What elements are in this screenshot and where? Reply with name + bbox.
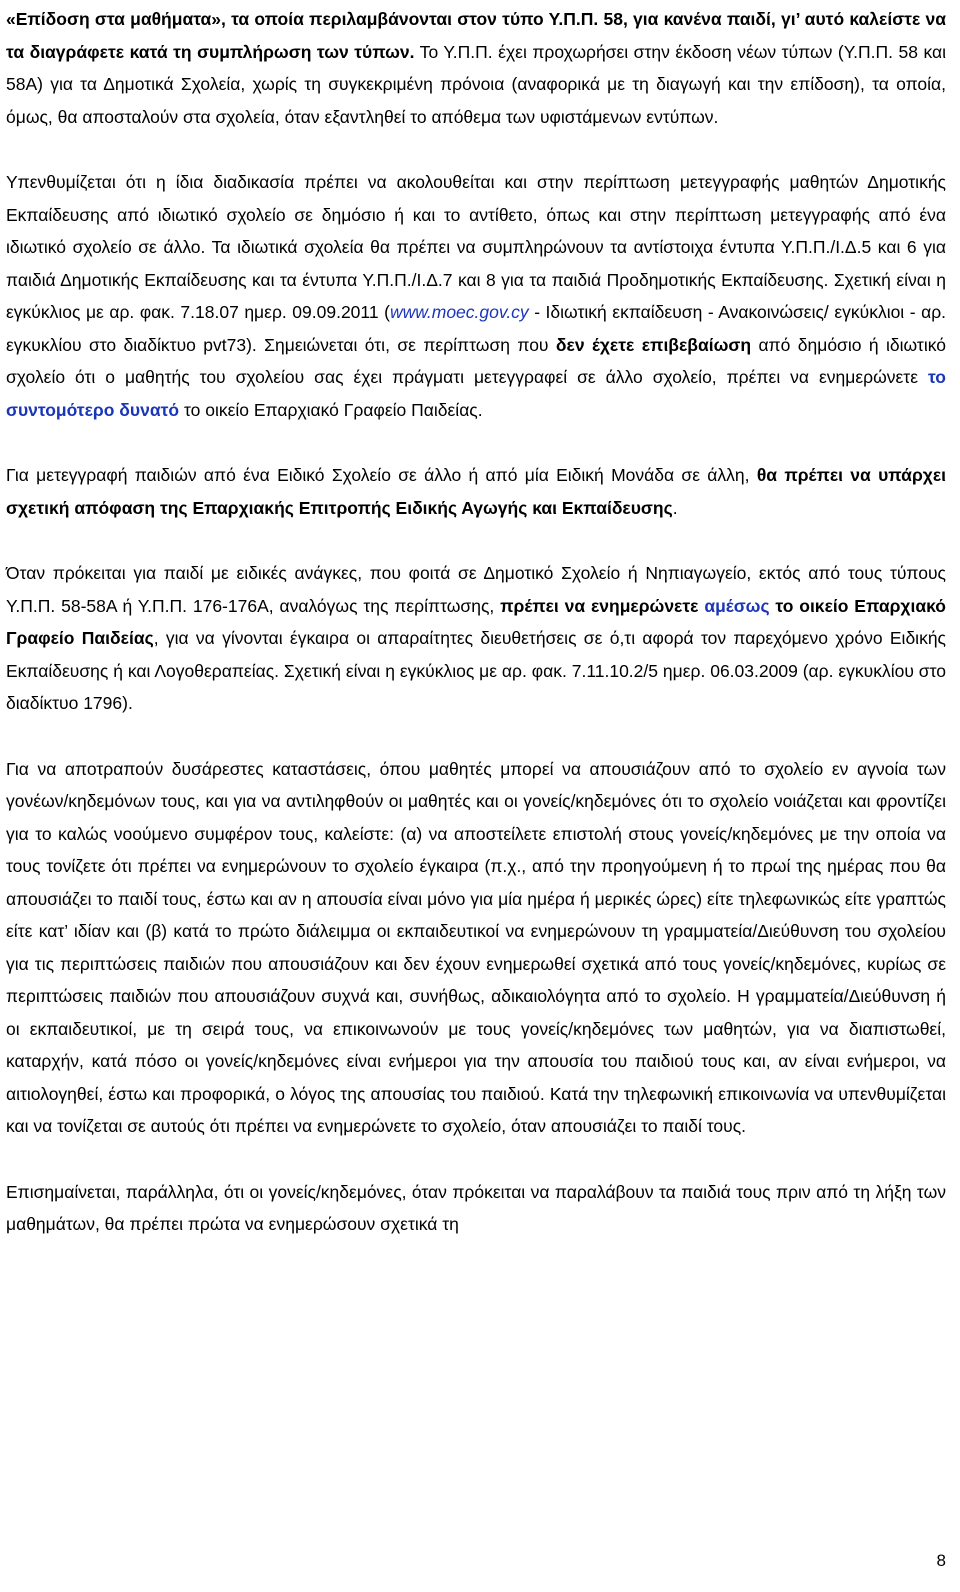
bold-text: πρέπει να ενημερώνετε	[500, 595, 705, 616]
text-span: .	[672, 497, 678, 518]
text-span: Επισημαίνεται, παράλληλα, ότι οι γονείς/κηδεμόνες, όταν πρόκειται να παραλάβουν τα παιδιά τους πριν από τη λήξη των μαθημάτων, θα πρέπει πρώτα να ενημερώσουν σχετικά τη	[6, 1181, 946, 1234]
bold-text: θα πρέπει να υπάρχει σχετική απόφαση της Επαρχιακής Επιτροπής Ειδικής Αγωγής και Εκπαίδευσης	[6, 465, 947, 518]
text-span: - Ιδιωτική εκπαίδευση - Ανακοινώσεις/ εγκύκλιοι - αρ. εγκυκλίου στο διαδίκτυο pvt73). Σημειώνεται ότι, σε περίπτωση που	[6, 302, 947, 355]
bold-text: «Επίδοση στα μαθήματα», τα οποία περιλαμβάνονται στον τύπο Υ.Π.Π. 58, για κανένα παιδί, γι’ αυτό καλείστε να τα διαγράφετε κατά τη συμπλήρωση των τύπων.	[6, 9, 946, 62]
paragraph-special-needs	[6, 557, 946, 720]
blue-bold-text: αμέσως	[704, 595, 770, 616]
moec-link[interactable]: www.moec.gov.cy	[389, 302, 529, 322]
text-span: Το Υ.Π.Π. έχει προχωρήσει στην έκδοση νέων τύπων (Υ.Π.Π. 58 και 58Α) για τα Δημοτικά Σχολεία, χωρίς τη συγκεκριμένη πρόνοια (αναφορικά με τη διαγωγή και την επίδοση), τα οποία, όμως, θα αποσταλούν στα σχολεία, όταν εξαντληθεί το απόθεμα των υφιστάμενων εντύπων.	[6, 41, 947, 127]
text-span: το οικείο Επαρχιακό Γραφείο Παιδείας.	[179, 399, 483, 420]
text-span: , για να γίνονται έγκαιρα οι απαραίτητες διευθετήσεις σε ό,τι αφορά τον παρεχόμενο χρόνο Ειδικής Εκπαίδευσης ή και Λογοθεραπείας. Σχετική είναι η εγκύκλιος με αρ. φακ. 7.11.10.2/5 ημερ. 06.03.2009 (αρ. εγκυκλίου στο διαδίκτυο 1796).	[6, 628, 946, 713]
text-span: Υπενθυμίζεται ότι η ίδια διαδικασία πρέπει να ακολουθείται και στην περίπτωση μετεγγραφής μαθητών Δημοτικής Εκπαίδευσης από ιδιωτικό σχολείο σε δημόσιο ή και το αντίθετο, όπως και στην περίπτωση μετεγγραφής από ένα ιδιωτικό σχολείο σε άλλο. Τα ιδιωτικά σχολεία θα πρέπει να συμπληρώνουν τα αντίστοιχα έντυπα Υ.Π.Π./Ι.Δ.5 και 6 για παιδιά Δημοτικής Εκπαίδευσης και τα έντυπα Υ.Π.Π./Ι.Δ.7 και 8 για τα παιδιά Προδημοτικής Εκπαίδευσης. Σχετική είναι η εγκύκλιος με αρ. φακ. 7.18.07 ημερ. 09.09.2011 (	[6, 172, 946, 322]
blue-bold-text: το συντομότερο δυνατό	[6, 367, 946, 420]
paragraph-report-forms	[6, 3, 946, 133]
text-span: από δημόσιο ή ιδιωτικό σχολείο ότι ο μαθητής του σχολείου σας έχει πράγματι μετεγγραφεί σε άλλο σχολείο, πρέπει να ενημερώνετε	[6, 334, 946, 387]
text-span: Για μετεγγραφή παιδιών από ένα Ειδικό Σχολείο σε άλλο ή από μία Ειδική Μονάδα σε άλλη,	[6, 465, 757, 485]
bold-text: το οικείο Επαρχιακό Γραφείο Παιδείας	[6, 595, 946, 648]
paragraph-special-schools	[6, 459, 946, 524]
paragraph-early-pickup	[6, 1176, 946, 1241]
text-span: Για να αποτραπούν δυσάρεστες καταστάσεις, όπου μαθητές μπορεί να απουσιάζουν από το σχολείο εν αγνοία των γονέων/κηδεμόνων τους, και για να αντιληφθούν οι μαθητές και οι γονείς/κηδεμόνες ότι το σχολείο νοιάζεται και φροντίζει για το καλώς νοούμενο συμφέρον τους, καλείστε: (α) να αποστείλετε επιστολή στους γονείς/κηδεμόνες με την οποία να τους τονίζετε ότι πρέπει να ενημερώνουν το σχολείο έγκαιρα (π.χ., από την προηγούμενη ή το πρωί της ημέρας που θα απουσιάζει το παιδί τους, έστω και αν η απουσία είναι μόνο για μία ημέρα ή μερικές ώρες) είτε τηλεφωνικώς είτε γραπτώς είτε κατ’ ιδίαν και (β) κατά το πρώτο διάλειμμα οι εκπαιδευτικοί να ενημερώνουν τη γραμματεία/Διεύθυνση του σχολείου για τις περιπτώσεις παιδιών που απουσιάζουν και δεν έχουν ενημερωθεί σχετικά από τους γονείς/κηδεμόνες, κυρίως σε περιπτώσεις παιδιών που απουσιάζουν συχνά και, συνήθως, αδικαιολόγητα από το σχολείο. Η γραμματεία/Διεύθυνση ή οι εκπαιδευτικοί, με τη σειρά τους, να επικοινωνούν με τους γονείς/κηδεμόνες των μαθητών, για να διαπιστωθεί, καταρχήν, κατά πόσο οι γονείς/κηδεμόνες είναι ενήμεροι για την απουσία του παιδιού τους και, αν είναι ενήμεροι, να αιτιολογηθεί, έστω και προφορικά, ο λόγος της απουσίας του παιδιού. Κατά την τηλεφωνική επικοινωνία να υπενθυμίζεται και να τονίζεται σε αυτούς ότι πρέπει να ενημερώνετε το σχολείο, όταν απουσιάζει το παιδί τους.	[6, 758, 946, 1136]
paragraph-transfer-private-schools	[6, 166, 946, 426]
text-span: Όταν πρόκειται για παιδί με ειδικές ανάγκες, που φοιτά σε Δημοτικό Σχολείο ή Νηπιαγωγείο, εκτός από τους τύπους Υ.Π.Π. 58-58Α ή Υ.Π.Π. 176-176Α, αναλόγως της περίπτωσης,	[6, 563, 946, 616]
paragraph-absences	[6, 753, 946, 1143]
document-page	[6, 0, 946, 1241]
bold-text: δεν έχετε επιβεβαίωση	[555, 334, 752, 355]
page-number: 8	[936, 1551, 946, 1570]
